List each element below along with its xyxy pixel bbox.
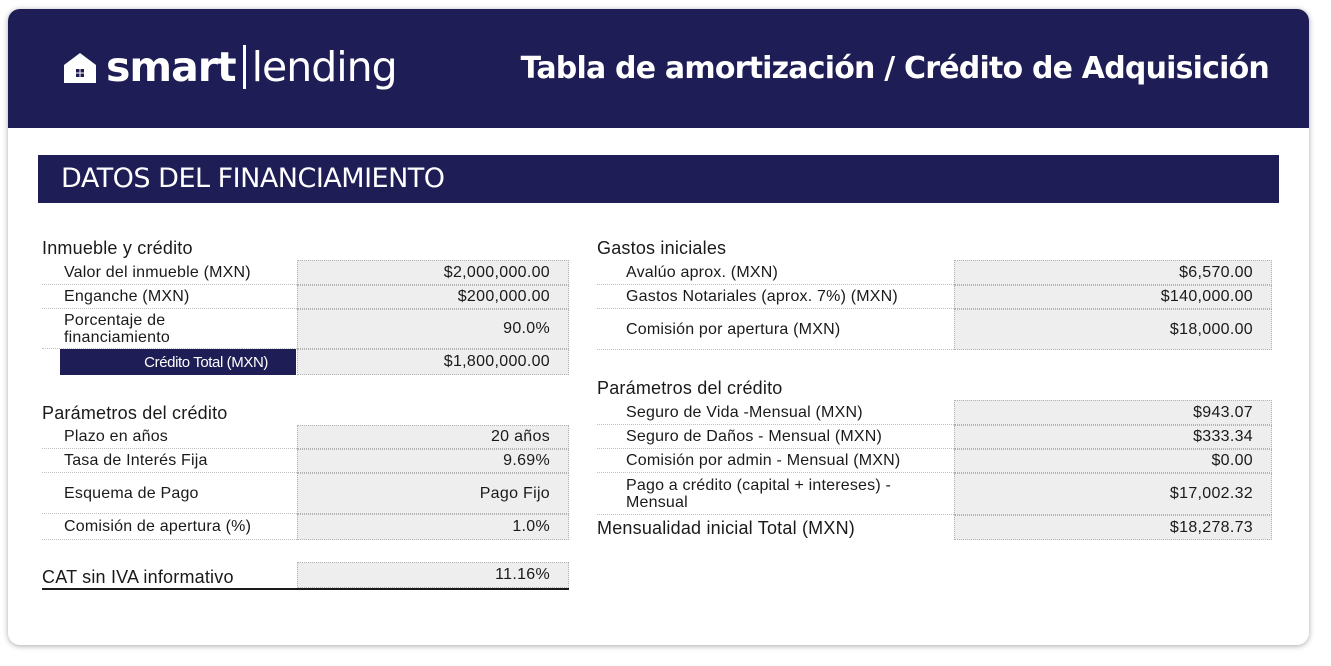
monthly-total-label: Mensualidad inicial Total (MXN) bbox=[597, 518, 855, 538]
table-row bbox=[42, 285, 569, 309]
row-value: $6,570.00 bbox=[954, 260, 1272, 285]
row-value: $0.00 bbox=[954, 449, 1272, 473]
table-row bbox=[42, 449, 569, 473]
row-label: Esquema de Pago bbox=[42, 473, 297, 514]
table-row bbox=[597, 309, 1272, 350]
table-row bbox=[42, 473, 569, 514]
table-row bbox=[597, 425, 1272, 449]
row-value: $943.07 bbox=[954, 400, 1272, 425]
credit-total-label: Crédito Total (MXN) bbox=[60, 349, 296, 375]
row-label: Seguro de Daños - Mensual (MXN) bbox=[597, 425, 954, 449]
brand-separator bbox=[243, 45, 246, 89]
row-spacer bbox=[42, 349, 60, 375]
row-label: Gastos Notariales (aprox. 7%) (MXN) bbox=[597, 285, 954, 309]
row-value: 90.0% bbox=[297, 309, 569, 349]
group-title-parametros-right: Parámetros del crédito bbox=[597, 378, 783, 398]
brand-logo bbox=[62, 43, 397, 91]
amortization-card bbox=[8, 9, 1309, 645]
table-row bbox=[42, 514, 569, 540]
row-value: Pago Fijo bbox=[297, 473, 569, 514]
row-label: Plazo en años bbox=[42, 425, 297, 449]
monthly-total-row bbox=[954, 515, 1272, 540]
table-row bbox=[42, 309, 569, 349]
table-row bbox=[42, 425, 569, 449]
row-label: Valor del inmueble (MXN) bbox=[42, 260, 297, 285]
house-icon bbox=[62, 50, 98, 86]
row-value: $2,000,000.00 bbox=[297, 260, 569, 285]
row-label: Tasa de Interés Fija bbox=[42, 449, 297, 473]
section-title: DATOS DEL FINANCIAMIENTO bbox=[38, 155, 1279, 203]
row-label: Pago a crédito (capital + intereses) - Mensual bbox=[597, 473, 954, 515]
row-label: Enganche (MXN) bbox=[42, 285, 297, 309]
row-label: Porcentaje de financiamiento bbox=[42, 309, 242, 349]
cat-underline bbox=[42, 588, 569, 590]
row-label: Comisión por admin - Mensual (MXN) bbox=[597, 449, 954, 473]
row-value: $140,000.00 bbox=[954, 285, 1272, 309]
row-spacer bbox=[242, 309, 297, 349]
group-title-parametros-left: Parámetros del crédito bbox=[42, 403, 228, 423]
row-value: 20 años bbox=[297, 425, 569, 449]
row-value: 9.69% bbox=[297, 449, 569, 473]
cat-label: CAT sin IVA informativo bbox=[42, 567, 234, 587]
table-row bbox=[597, 473, 1272, 515]
brand-name-light: lending bbox=[251, 43, 397, 91]
group-title-inmueble: Inmueble y crédito bbox=[42, 238, 193, 258]
table-row bbox=[597, 449, 1272, 473]
row-value: 1.0% bbox=[297, 514, 569, 540]
row-label: Avalúo aprox. (MXN) bbox=[597, 260, 954, 285]
table-row bbox=[597, 285, 1272, 309]
brand-name-bold: smart bbox=[106, 43, 236, 91]
table-row bbox=[42, 260, 569, 285]
row-label: Comisión de apertura (%) bbox=[42, 514, 297, 540]
table-row bbox=[597, 400, 1272, 425]
table-row bbox=[42, 349, 569, 375]
cat-row bbox=[297, 562, 569, 588]
cat-value: 11.16% bbox=[297, 562, 569, 588]
row-label: Seguro de Vida -Mensual (MXN) bbox=[597, 400, 954, 425]
header-bar bbox=[8, 9, 1309, 128]
row-value: $200,000.00 bbox=[297, 285, 569, 309]
row-value: $18,000.00 bbox=[954, 309, 1272, 350]
row-value: $17,002.32 bbox=[954, 473, 1272, 515]
row-label: Comisión por apertura (MXN) bbox=[597, 309, 954, 350]
table-row bbox=[597, 260, 1272, 285]
row-value: $333.34 bbox=[954, 425, 1272, 449]
group-title-gastos: Gastos iniciales bbox=[597, 238, 727, 258]
page-title: Tabla de amortización / Crédito de Adquisición bbox=[520, 51, 1269, 86]
credit-total-value: $1,800,000.00 bbox=[297, 349, 569, 375]
monthly-total-value: $18,278.73 bbox=[954, 515, 1272, 540]
